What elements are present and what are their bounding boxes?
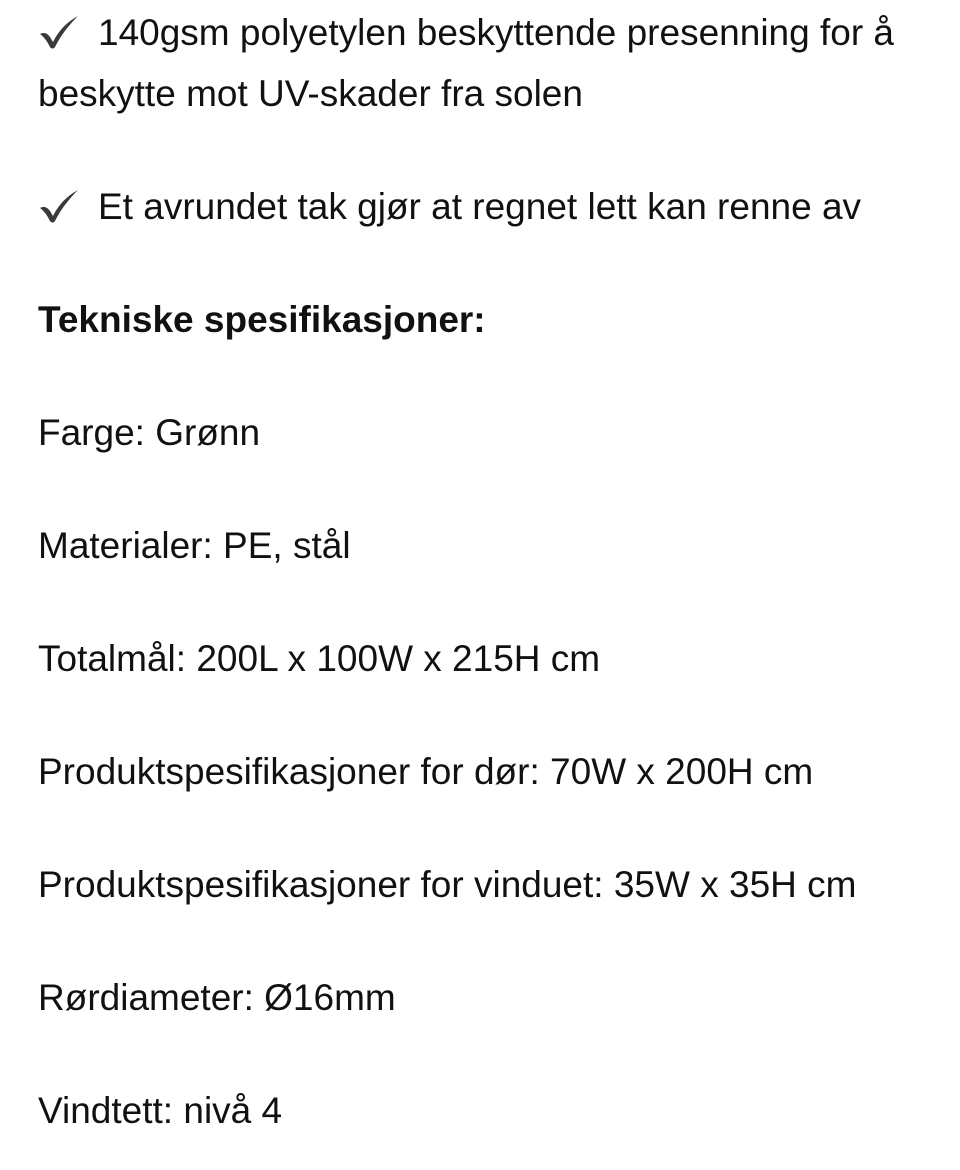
spec-color: Farge: Grønn [38, 412, 261, 453]
product-description [38, 0, 938, 1141]
feature-text: Et avrundet tak gjør at regnet lett kan renne av [98, 186, 862, 227]
specs-heading: Tekniske spesifikasjoner: [38, 299, 486, 340]
feature-text: 140gsm polyetylen beskyttende presenning for å beskytte mot UV-skader fra solen [38, 12, 895, 114]
spec-window-dimensions: Produktspesifikasjoner for vinduet: 35W x 35H cm [38, 864, 857, 905]
spec-tube-diameter: Rørdiameter: Ø16mm [38, 977, 396, 1018]
checkmark-icon [38, 15, 80, 49]
spec-total-dimensions: Totalmål: 200L x 100W x 215H cm [38, 638, 601, 679]
spec-wind-resistance: Vindtett: nivå 4 [38, 1090, 283, 1131]
spec-door-dimensions: Produktspesifikasjoner for dør: 70W x 200H cm [38, 751, 814, 792]
checkmark-icon [38, 189, 80, 223]
feature-uv-protection [38, 2, 938, 124]
feature-rounded-roof [38, 176, 938, 237]
spec-materials: Materialer: PE, stål [38, 525, 351, 566]
